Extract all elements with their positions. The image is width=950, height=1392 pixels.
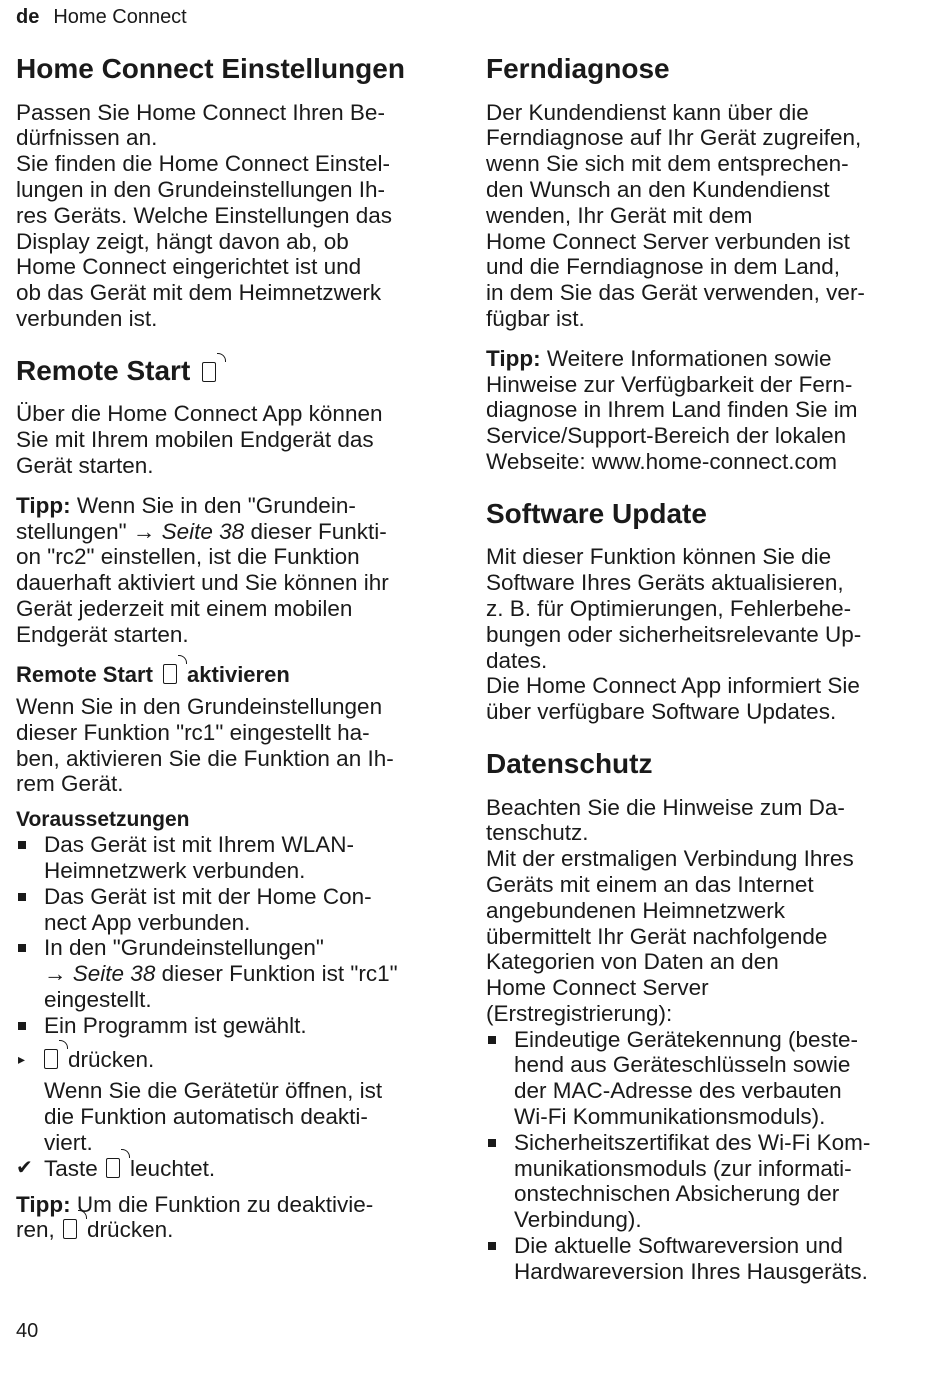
remote-tip-deactivate <box>16 1192 446 1244</box>
line: stellungen" <box>16 518 127 544</box>
line: Display zeigt, hängt davon ab, ob <box>16 228 349 254</box>
line: dieser Funktion ist "rc1" <box>161 961 398 987</box>
bullet-icon <box>18 841 26 849</box>
line: drücken. <box>87 1217 174 1243</box>
heading-settings: Home Connect Einstellungen <box>16 53 405 84</box>
line: Service/Support-Bereich der lokalen <box>486 423 847 449</box>
line: wenn Sie sich mit dem entsprechen- <box>486 151 849 177</box>
line: Ferndiagnose auf Ihr Gerät zugreifen, <box>486 125 862 151</box>
line: Die Home Connect App informiert Sie <box>486 673 860 699</box>
activate-text <box>16 694 446 797</box>
line: Home Connect Server <box>486 975 709 1001</box>
line: Endgerät starten. <box>16 621 189 647</box>
page-reference-link[interactable]: Seite 38 <box>161 518 245 544</box>
line: nect App verbunden. <box>44 909 251 935</box>
line: Über die Home Connect App können <box>16 401 383 427</box>
remote-start-icon <box>106 1158 120 1178</box>
heading-prerequisites: Voraussetzungen <box>16 808 190 832</box>
remote-start-icon <box>44 1049 58 1069</box>
bullet-icon <box>18 1022 26 1030</box>
section-software-update <box>486 497 914 725</box>
left-column <box>16 52 446 1243</box>
bullet-icon <box>488 1036 496 1044</box>
line: dates. <box>486 647 548 673</box>
line: Hinweise zur Verfügbarkeit der Fern- <box>486 371 853 397</box>
page-reference-link[interactable]: Seite 38 <box>72 961 156 987</box>
line: hend aus Geräteschlüsseln sowie <box>514 1052 851 1078</box>
line: munikationsmoduls (zur informati- <box>514 1155 852 1181</box>
line: den Wunsch an den Kundendienst <box>486 176 830 202</box>
line: dieser Funktion "rc1" eingestellt ha- <box>16 719 370 745</box>
tip-label: Tipp: <box>16 1191 71 1217</box>
line: Eindeutige Gerätekennung (beste- <box>514 1026 858 1052</box>
bullet-icon <box>18 944 26 952</box>
heading-remote-diagnosis: Ferndiagnose <box>486 53 670 84</box>
line: Home Connect eingerichtet ist und <box>16 254 362 280</box>
line: dauerhaft aktiviert und Sie können ihr <box>16 570 389 596</box>
line: z. B. für Optimierungen, Fehlerbehe- <box>486 595 852 621</box>
tip-label: Tipp: <box>486 345 541 371</box>
list-item <box>486 1130 914 1233</box>
prerequisite-list <box>16 832 446 1038</box>
line: Um die Funktion zu deaktivie- <box>76 1191 374 1217</box>
bullet-icon <box>488 1242 496 1250</box>
remote-intro <box>16 401 446 478</box>
line: lungen in den Grundeinstellungen Ih- <box>16 176 386 202</box>
header-title: Home Connect <box>53 6 187 28</box>
remote-start-icon <box>163 664 177 684</box>
page-number: 40 <box>16 1320 39 1342</box>
remote-diagnosis-tip <box>486 346 914 475</box>
remote-tip <box>16 493 446 648</box>
line: eingestellt. <box>44 987 152 1013</box>
line: Wi-Fi Kommunikationsmoduls). <box>514 1104 826 1130</box>
line: (Erstregistrierung): <box>486 1000 673 1026</box>
line: Der Kundendienst kann über die <box>486 99 809 125</box>
list-item <box>486 1027 914 1130</box>
line: drücken. <box>68 1046 155 1072</box>
bullet-icon <box>18 893 26 901</box>
line: in dem Sie das Gerät verwenden, ver- <box>486 280 865 306</box>
line: Das Gerät ist mit Ihrem WLAN- <box>44 832 355 858</box>
software-update-text <box>486 544 914 725</box>
privacy-data-list <box>486 1027 914 1285</box>
list-item <box>16 1013 446 1039</box>
bullet-icon <box>488 1139 496 1147</box>
line: res Geräts. Welche Einstellungen das <box>16 202 393 228</box>
line: Das Gerät ist mit der Home Con- <box>44 883 372 909</box>
line: dürfnissen an. <box>16 125 158 151</box>
settings-text <box>16 100 446 332</box>
right-column <box>486 52 914 1293</box>
line: dieser Funkti- <box>250 518 387 544</box>
line: und die Ferndiagnose in dem Land, <box>486 254 841 280</box>
line: Passen Sie Home Connect Ihren Be- <box>16 99 385 125</box>
remote-diagnosis-text <box>486 100 914 332</box>
line: viert. <box>44 1130 93 1156</box>
line: Sie finden die Home Connect Einstel- <box>16 151 390 177</box>
line: angebundenen Heimnetzwerk <box>486 897 785 923</box>
line: verbunden ist. <box>16 305 158 331</box>
line: übermittelt Ihr Gerät nachfolgende <box>486 923 828 949</box>
heading-text: Remote Start <box>16 354 191 386</box>
line: In den "Grundeinstellungen" <box>44 935 324 961</box>
line: ren, <box>16 1217 55 1243</box>
line: Beachten Sie die Hinweise zum Da- <box>486 794 845 820</box>
line: Die aktuelle Softwareversion und <box>514 1233 843 1259</box>
line: Wenn Sie die Gerätetür öffnen, ist <box>44 1078 383 1104</box>
line: tenschutz. <box>486 820 589 846</box>
section-home-connect-settings <box>16 52 446 332</box>
line: Taste <box>44 1155 98 1181</box>
line: Mit dieser Funktion können Sie die <box>486 544 832 570</box>
remote-start-icon <box>202 362 216 382</box>
page-header <box>16 6 187 29</box>
line: Hardwareversion Ihres Hausgeräts. <box>514 1258 868 1284</box>
instruction-result <box>16 1156 446 1182</box>
section-privacy <box>486 747 914 1285</box>
line: Software Ihres Geräts aktualisieren, <box>486 570 844 596</box>
line: Geräts mit einem an das Internet <box>486 871 814 897</box>
line: Ein Programm ist gewählt. <box>44 1012 307 1038</box>
remote-start-icon <box>63 1219 77 1239</box>
line: ben, aktivieren Sie die Funktion an Ih- <box>16 745 394 771</box>
step-note <box>44 1078 446 1155</box>
line: über verfügbare Software Updates. <box>486 699 837 725</box>
line: ob das Gerät mit dem Heimnetzwerk <box>16 280 382 306</box>
line: rem Gerät. <box>16 771 124 797</box>
line: Home Connect Server verbunden ist <box>486 228 850 254</box>
line: fügbar ist. <box>486 305 585 331</box>
check-icon: ✔ <box>16 1156 33 1179</box>
line: Weitere Informationen sowie <box>546 345 832 371</box>
line: die Funktion automatisch deakti- <box>44 1104 368 1130</box>
line: Sicherheitszertifikat des Wi-Fi Kom- <box>514 1129 871 1155</box>
line: Webseite: www.home-connect.com <box>486 448 837 474</box>
line: Mit der erstmaligen Verbindung Ihres <box>486 846 854 872</box>
line: Kategorien von Daten an den <box>486 949 779 975</box>
list-item <box>16 832 446 884</box>
heading-software-update: Software Update <box>486 497 707 529</box>
line: wenden, Ihr Gerät mit dem <box>486 202 753 228</box>
line: Sie mit Ihrem mobilen Endgerät das <box>16 427 374 453</box>
list-item <box>16 935 446 1012</box>
line: leuchtet. <box>130 1155 216 1181</box>
arrow-icon: → <box>132 518 156 544</box>
line: Wenn Sie in den Grundeinstellungen <box>16 693 383 719</box>
line: der MAC-Adresse des verbauten <box>514 1078 842 1104</box>
line: bungen oder sicherheitsrelevante Up- <box>486 621 862 647</box>
list-item <box>16 884 446 936</box>
section-remote-start <box>16 354 446 1243</box>
heading-remote-start <box>16 354 446 388</box>
heading-text: Remote Start <box>16 661 153 687</box>
line: on "rc2" einstellen, ist die Funktion <box>16 544 360 570</box>
line: Verbindung). <box>514 1207 642 1233</box>
list-item <box>486 1233 914 1285</box>
line: Wenn Sie in den "Grundein- <box>76 492 356 518</box>
line: Gerät starten. <box>16 452 154 478</box>
line: onstechnischen Absicherung der <box>514 1181 840 1207</box>
line: diagnose in Ihrem Land finden Sie im <box>486 397 858 423</box>
line: Heimnetzwerk verbunden. <box>44 858 306 884</box>
heading-text: aktivieren <box>187 661 290 687</box>
heading-privacy: Datenschutz <box>486 747 653 779</box>
line: Gerät jederzeit mit einem mobilen <box>16 595 353 621</box>
instruction-step <box>16 1047 446 1156</box>
section-remote-diagnosis <box>486 52 914 475</box>
language-code: de <box>16 6 40 28</box>
tip-label: Tipp: <box>16 492 71 518</box>
arrow-icon: → <box>44 961 67 987</box>
step-marker-icon: ▸ <box>18 1050 26 1067</box>
heading-activate-remote-start <box>16 662 446 688</box>
privacy-text <box>486 795 914 1027</box>
